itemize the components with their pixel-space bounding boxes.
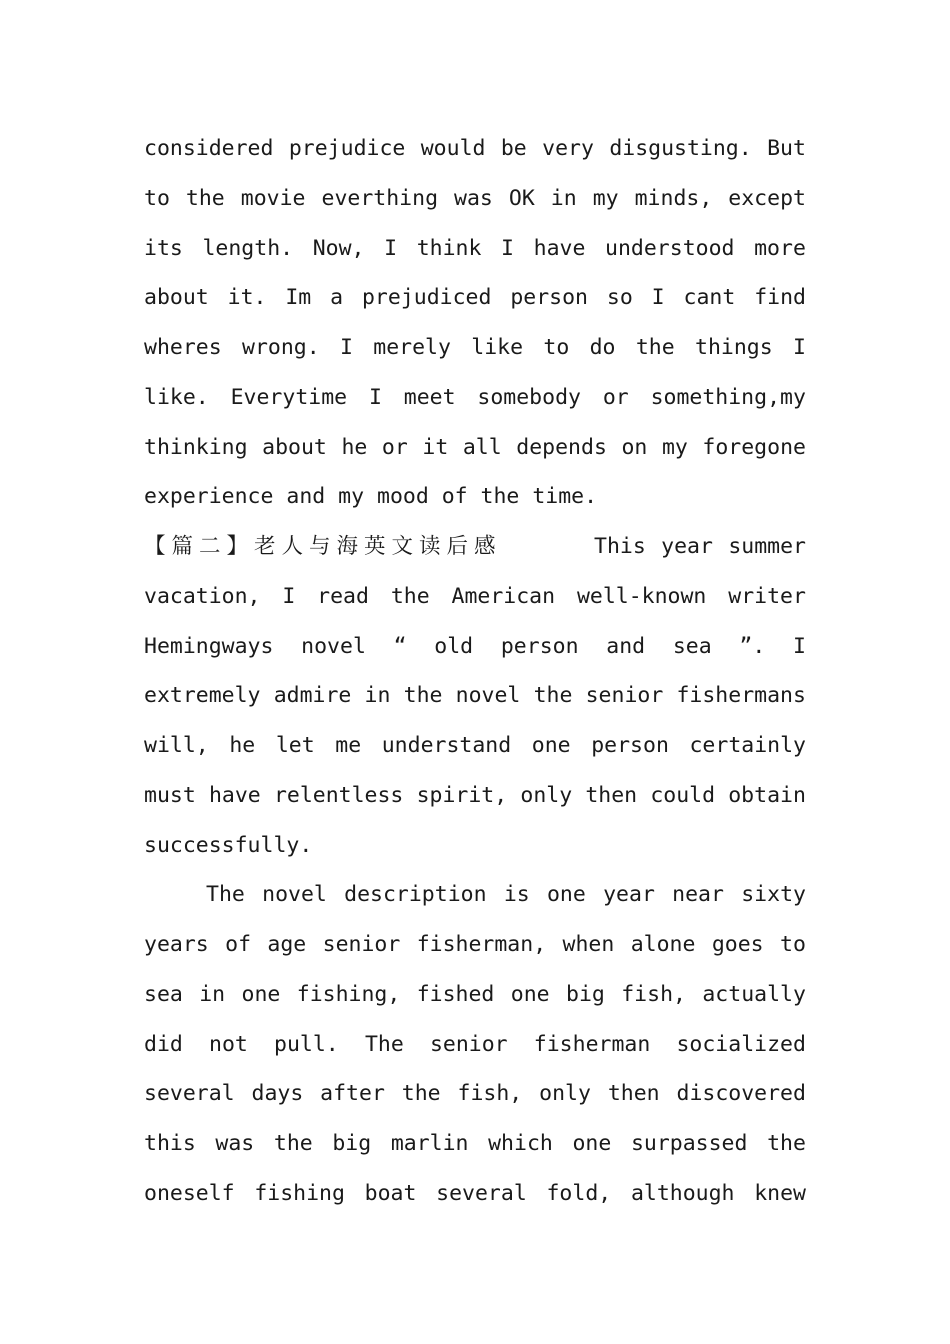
word: actually bbox=[702, 981, 806, 1007]
text-line bbox=[144, 771, 806, 821]
word: foregone bbox=[702, 434, 806, 460]
text-line bbox=[144, 124, 806, 174]
word: the bbox=[767, 1131, 806, 1156]
word: fisherman, bbox=[416, 932, 547, 957]
text-line: successfully. bbox=[144, 832, 313, 858]
text-line bbox=[144, 323, 806, 373]
word: I bbox=[282, 583, 296, 609]
word: age bbox=[267, 932, 307, 957]
word: on bbox=[621, 434, 648, 460]
word: not bbox=[209, 1031, 248, 1057]
text-line bbox=[144, 622, 806, 672]
word: did bbox=[144, 1031, 183, 1057]
text-line bbox=[144, 721, 806, 771]
section-heading: 【篇二】老人与海英文读后感 bbox=[144, 534, 502, 559]
word: summer bbox=[728, 534, 806, 559]
word: wheres bbox=[144, 335, 222, 360]
word: novel bbox=[262, 882, 327, 908]
word: discovered bbox=[676, 1081, 806, 1107]
word: several bbox=[144, 1081, 235, 1107]
word: so bbox=[606, 285, 633, 311]
word: my bbox=[661, 434, 688, 460]
word: senior bbox=[322, 932, 401, 957]
text-line bbox=[144, 174, 806, 224]
word: of bbox=[225, 932, 252, 957]
word: he bbox=[341, 434, 368, 460]
word: have bbox=[533, 235, 586, 261]
word: goes bbox=[711, 932, 764, 957]
word: I bbox=[384, 235, 398, 261]
section-heading-line bbox=[144, 522, 806, 572]
word: my bbox=[592, 185, 619, 211]
word: relentless bbox=[273, 782, 404, 808]
word: fished bbox=[416, 981, 495, 1007]
word: considered bbox=[144, 136, 274, 161]
word: marlin bbox=[390, 1131, 469, 1156]
word: I bbox=[792, 633, 806, 659]
word: merely bbox=[373, 335, 451, 360]
text-line bbox=[144, 1169, 806, 1219]
word: about bbox=[262, 434, 327, 460]
word: after bbox=[320, 1081, 385, 1107]
word: I bbox=[793, 335, 806, 360]
word: years bbox=[144, 932, 209, 957]
text-line bbox=[144, 273, 806, 323]
word: me bbox=[335, 733, 362, 758]
word: big bbox=[566, 981, 605, 1007]
word: disgusting. bbox=[609, 136, 752, 161]
heading-line-text bbox=[594, 522, 806, 572]
word: old bbox=[434, 633, 474, 659]
word: although bbox=[630, 1180, 735, 1206]
word: the bbox=[390, 583, 430, 609]
word: “ bbox=[393, 633, 407, 659]
word: the bbox=[185, 185, 225, 211]
word: person bbox=[500, 633, 579, 659]
word: fish, bbox=[621, 981, 686, 1007]
text-line bbox=[144, 1069, 806, 1119]
word: in bbox=[550, 185, 577, 211]
word: movie bbox=[240, 185, 306, 211]
word: But bbox=[767, 136, 806, 161]
word: one bbox=[241, 981, 281, 1007]
word: I bbox=[368, 384, 382, 410]
word: when bbox=[562, 932, 615, 957]
word: prejudice bbox=[288, 136, 406, 161]
word: to bbox=[144, 185, 170, 211]
word: extremely bbox=[144, 683, 261, 709]
word: person bbox=[510, 285, 588, 311]
word: senior bbox=[585, 683, 664, 709]
text-line bbox=[144, 970, 806, 1020]
word: sixty bbox=[741, 882, 806, 908]
word: fisherman bbox=[533, 1031, 651, 1057]
word: about bbox=[144, 285, 209, 311]
word: something,my bbox=[650, 384, 806, 410]
word: cant bbox=[683, 285, 736, 311]
text-line bbox=[144, 572, 806, 622]
word: very bbox=[542, 136, 594, 161]
word: vacation, bbox=[144, 583, 261, 609]
word: is bbox=[503, 882, 530, 908]
word: think bbox=[416, 235, 482, 261]
word: sea bbox=[672, 633, 712, 659]
word: ”. bbox=[739, 633, 766, 659]
word: or bbox=[381, 434, 408, 460]
word: sea bbox=[144, 981, 183, 1007]
word: one bbox=[546, 882, 586, 908]
word: it bbox=[422, 434, 449, 460]
word: the bbox=[635, 335, 675, 360]
paragraph-3 bbox=[144, 870, 806, 1218]
word: in bbox=[199, 981, 226, 1007]
word: the bbox=[403, 683, 443, 709]
word: understood bbox=[605, 235, 735, 261]
word: except bbox=[728, 185, 806, 211]
word: was bbox=[215, 1131, 255, 1156]
word: several bbox=[436, 1180, 527, 1206]
word: well-known bbox=[576, 583, 707, 609]
word: in bbox=[364, 683, 391, 709]
word: Im bbox=[285, 285, 312, 311]
word: its bbox=[144, 235, 183, 261]
word: find bbox=[754, 285, 806, 311]
word: description bbox=[344, 882, 487, 908]
word: OK bbox=[508, 185, 535, 211]
word: could bbox=[650, 782, 716, 808]
word: fold, bbox=[546, 1180, 612, 1206]
word: novel bbox=[455, 683, 521, 709]
word: more bbox=[754, 235, 806, 261]
word: Everytime bbox=[230, 384, 348, 410]
word: prejudiced bbox=[361, 285, 492, 311]
word: fishermans bbox=[676, 683, 806, 709]
word: or bbox=[602, 384, 629, 410]
word: person bbox=[591, 733, 669, 758]
text-line bbox=[144, 373, 806, 423]
text-line: experience and my mood of the time. bbox=[144, 484, 598, 510]
word: he bbox=[229, 733, 256, 758]
word: must bbox=[144, 782, 196, 808]
word: oneself bbox=[144, 1180, 235, 1206]
word: then bbox=[585, 782, 638, 808]
word: near bbox=[672, 882, 724, 908]
word: understand bbox=[381, 733, 512, 758]
word: Now, bbox=[312, 235, 365, 261]
word: boat bbox=[364, 1180, 417, 1206]
word: depends bbox=[516, 434, 607, 460]
word: thinking bbox=[144, 434, 248, 460]
word: let bbox=[275, 733, 315, 758]
word: be bbox=[500, 136, 527, 161]
word: American bbox=[451, 583, 556, 609]
paragraph-1 bbox=[144, 124, 806, 522]
word: Hemingways bbox=[144, 633, 274, 659]
word: read bbox=[317, 583, 369, 609]
word: certainly bbox=[689, 733, 806, 758]
text-line bbox=[144, 1020, 806, 1070]
text-line bbox=[144, 870, 806, 920]
word: I bbox=[340, 335, 353, 360]
word: surpassed bbox=[630, 1131, 748, 1156]
word: This bbox=[594, 534, 646, 559]
text-line bbox=[144, 920, 806, 970]
word: knew bbox=[754, 1180, 806, 1206]
word: admire bbox=[273, 683, 352, 709]
word: senior bbox=[429, 1031, 508, 1057]
word: I bbox=[651, 285, 665, 311]
word: the bbox=[533, 683, 573, 709]
text-line bbox=[144, 1119, 806, 1169]
word: only bbox=[520, 782, 573, 808]
word: somebody bbox=[477, 384, 581, 410]
word: big bbox=[332, 1131, 372, 1156]
word: minds, bbox=[634, 185, 713, 211]
word: like bbox=[471, 335, 524, 360]
word: then bbox=[607, 1081, 660, 1107]
text-line bbox=[144, 423, 806, 473]
word: and bbox=[606, 633, 646, 659]
word: have bbox=[208, 782, 261, 808]
word: meet bbox=[403, 384, 456, 410]
word: pull. bbox=[274, 1031, 339, 1057]
word: like. bbox=[144, 384, 209, 410]
word: socialized bbox=[676, 1031, 806, 1057]
word: all bbox=[462, 434, 502, 460]
word: a bbox=[330, 285, 344, 311]
word: would bbox=[420, 136, 486, 161]
word: fish, bbox=[457, 1081, 523, 1107]
word: to bbox=[780, 932, 806, 957]
word: everthing bbox=[321, 185, 439, 211]
word: The bbox=[364, 1031, 404, 1057]
word: which bbox=[488, 1131, 553, 1156]
word: things bbox=[695, 335, 773, 360]
word: obtain bbox=[728, 782, 806, 808]
word: was bbox=[454, 185, 493, 211]
word: fishing, bbox=[296, 981, 401, 1007]
word: novel bbox=[301, 633, 366, 659]
word: will, bbox=[144, 733, 209, 758]
word: wrong. bbox=[242, 335, 320, 360]
word: only bbox=[539, 1081, 591, 1107]
document-body bbox=[144, 124, 806, 1219]
section-2 bbox=[144, 522, 806, 870]
text-line bbox=[144, 671, 806, 721]
word: writer bbox=[728, 583, 806, 609]
word: the bbox=[273, 1131, 313, 1156]
word: alone bbox=[630, 932, 696, 957]
word: it. bbox=[227, 285, 267, 311]
word: this bbox=[144, 1131, 196, 1156]
word: year bbox=[603, 882, 655, 908]
text-line bbox=[144, 224, 806, 274]
word: one bbox=[510, 981, 550, 1007]
word: do bbox=[589, 335, 616, 360]
word: The bbox=[206, 882, 245, 908]
word: length. bbox=[202, 235, 294, 261]
word: spirit, bbox=[416, 782, 508, 808]
word: I bbox=[501, 235, 514, 261]
word: one bbox=[531, 733, 571, 758]
word: to bbox=[543, 335, 570, 360]
word: the bbox=[401, 1081, 441, 1107]
word: days bbox=[251, 1081, 304, 1107]
word: one bbox=[572, 1131, 612, 1156]
word: year bbox=[661, 534, 713, 559]
word: fishing bbox=[254, 1180, 345, 1206]
